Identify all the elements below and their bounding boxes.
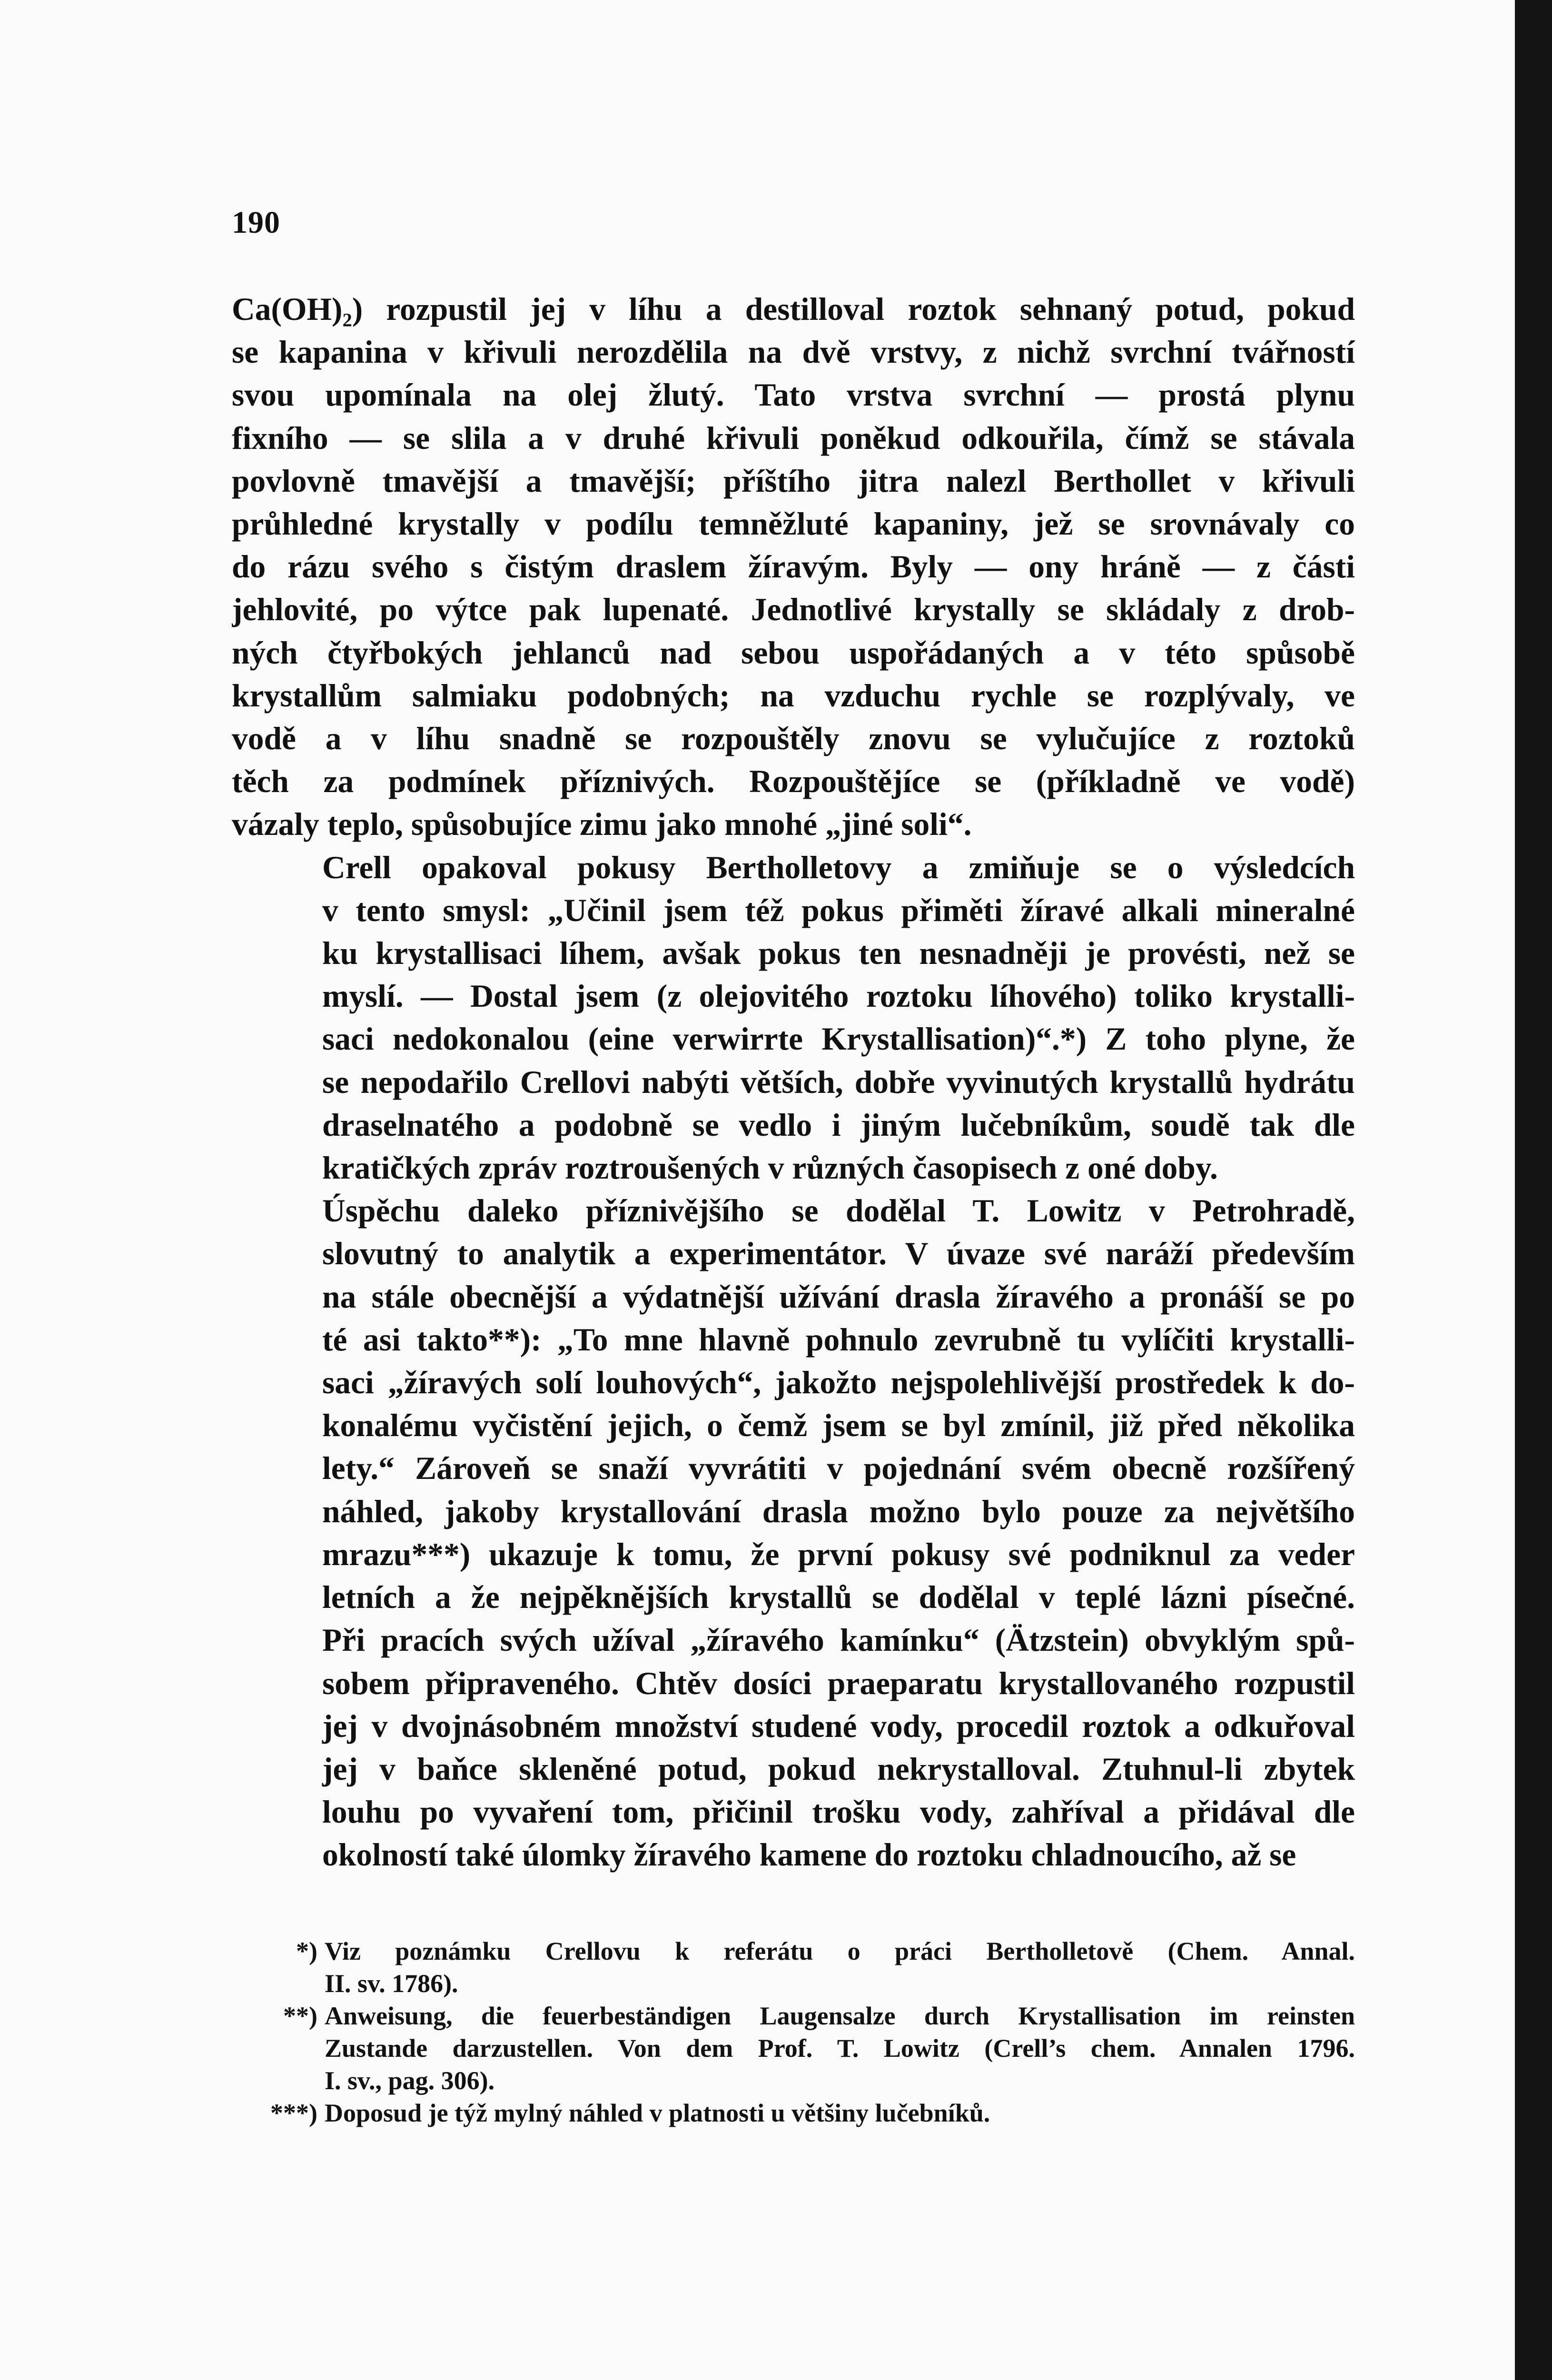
- text-line: té asi takto**): „To mne hlavně pohnulo zevrubně tu vylíčiti krystalli-: [322, 1321, 1355, 1358]
- text-line: průhledné krystally v podílu temněžluté kapaniny, jež se srovnávaly co: [232, 506, 1355, 542]
- text-line: Úspěchu daleko příznivějšího se dodělal T. Lowitz v Petrohradě,: [322, 1193, 1355, 1229]
- body-text: [232, 288, 1355, 1877]
- text-line: jehlovité, po výtce pak lupenaté. Jednotlivé krystally se skládaly z drob-: [232, 592, 1355, 628]
- text-line: náhled, jakoby krystallování drasla možno bylo pouze za největšího: [322, 1493, 1355, 1529]
- footnote-text: [325, 1935, 1355, 2000]
- text-line: na stále obecnější a výdatnější užívání drasla žíravého a pronáší se po: [322, 1279, 1355, 1315]
- footnote-mark: *): [296, 1937, 317, 1965]
- text-line: fixního — se slila a v druhé křivuli poněkud odkouřila, čímž se stávala: [232, 420, 1355, 456]
- footnote-text: [325, 2000, 1355, 2097]
- footnotes: [232, 1935, 1355, 2129]
- paragraph-2: [232, 846, 1355, 1190]
- footnote-mark: ***): [270, 2099, 317, 2127]
- footnote-1: [232, 1935, 1355, 2000]
- text-line: vodě a v líhu snadně se rozpouštěly znovu se vylučujíce z roztoků: [232, 721, 1355, 757]
- footnote-line: Doposud je týž mylný náhled v platnosti u většiny lučebníků.: [325, 2099, 990, 2127]
- text-line: jej v baňce skleněné potud, pokud nekrystalloval. Ztuhnul-li zbytek: [322, 1751, 1355, 1787]
- text-line: jej v dvojnásobném množství studené vody, procedil roztok a odkuřoval: [322, 1708, 1355, 1744]
- text-line: letních a že nejpěknějších krystallů se dodělal v teplé lázni písečné.: [322, 1579, 1355, 1616]
- footnote-text: [325, 2097, 1355, 2129]
- text-line: draselnatého a podobně se vedlo i jiným lučebníkům, soudě tak dle: [322, 1107, 1355, 1143]
- text-line: saci nedokonalou (eine verwirrte Krystallisation)“.*) Z toho plyne, že: [322, 1021, 1355, 1057]
- text-line: Při pracích svých užíval „žíravého kamínku“ (Ätzstein) obvyklým spů-: [322, 1622, 1355, 1658]
- text-line: saci „žíravých solí louhových“, jakožto nejspolehlivější prostředek k do-: [322, 1365, 1355, 1401]
- text-line: se nepodařilo Crellovi nabýti větších, dobře vyvinutých krystallů hydrátu: [322, 1064, 1355, 1100]
- text-line: kratičkých zpráv roztroušených v různých časopisech z oné doby.: [322, 1150, 1218, 1186]
- text-line: ku krystallisaci líhem, avšak pokus ten nesnadněji je provésti, než se: [322, 935, 1355, 972]
- text-line: se kapanina v křivuli nerozdělila na dvě vrstvy, z nichž svrchní tvářností: [232, 334, 1355, 370]
- text-line: v tento smysl: „Učinil jsem též pokus přiměti žíravé alkali mineralné: [322, 892, 1355, 928]
- text-line: lety.“ Zároveň se snaží vyvrátiti v pojednání svém obecně rozšířený: [322, 1450, 1355, 1487]
- text-line: povlovně tmavější a tmavější; příštího jitra nalezl Berthollet v křivuli: [232, 463, 1355, 499]
- text-line: mrazu***) ukazuje k tomu, že první pokusy své podniknul za veder: [322, 1536, 1355, 1572]
- text-line: myslí. — Dostal jsem (z olejovitého roztoku líhového) toliko krystalli-: [322, 978, 1355, 1014]
- text-line: do rázu svého s čistým draslem žíravým. Byly — ony hráně — z části: [232, 549, 1355, 585]
- text-line: ných čtyřbokých jehlanců nad sebou uspořádaných a v této spůsobě: [232, 635, 1355, 671]
- footnote-line: Anweisung, die feuerbeständigen Laugensalze durch Krystallisation im reinsten: [325, 2002, 1355, 2030]
- text-line: okolností také úlomky žíravého kamene do roztoku chladnoucího, až se: [322, 1837, 1296, 1873]
- scan-edge: [1515, 0, 1552, 2380]
- text-line: krystallům salmiaku podobných; na vzduchu rychle se rozplývaly, ve: [232, 677, 1355, 714]
- text-line: těch za podmínek příznivých. Rozpouštějíce se (příkladně ve vodě): [232, 764, 1355, 800]
- text-line: vázaly teplo, spůsobujíce zimu jako mnohé „jiné soli“.: [232, 806, 972, 843]
- text-line: konalému vyčistění jejich, o čemž jsem se byl zmínil, již před několika: [322, 1408, 1355, 1444]
- footnote-3: [232, 2097, 1355, 2129]
- footnote-2: [232, 2000, 1355, 2097]
- paragraph-3: [232, 1190, 1355, 1876]
- footnote-mark: **): [283, 2002, 317, 2030]
- text-line: slovutný to analytik a experimentátor. V úvaze své naráží především: [322, 1236, 1355, 1272]
- page-number: 190: [232, 205, 280, 240]
- text-line: louhu po vyvaření tom, přičinil trošku vody, zahříval a přidával dle: [322, 1794, 1355, 1830]
- footnote-line: Zustande darzustellen. Von dem Prof. T. Lowitz (Crell’s chem. Annalen 1796.: [325, 2034, 1355, 2063]
- text-line: sobem připraveného. Chtěv dosíci praeparatu krystallovaného rozpustil: [322, 1665, 1355, 1701]
- text-line: svou upomínala na olej žlutý. Tato vrstva svrchní — prostá plynu: [232, 377, 1355, 413]
- footnote-line: Viz poznámku Crellovu k referátu o práci Bertholletově (Chem. Annal.: [325, 1937, 1355, 1965]
- footnote-line: I. sv., pag. 306).: [325, 2066, 495, 2095]
- text-line: Ca(OH)₂) rozpustil jej v líhu a destilloval roztok sehnaný potud, pokud: [232, 291, 1355, 327]
- text-line: Crell opakoval pokusy Bertholletovy a zmiňuje se o výsledcích: [322, 849, 1355, 885]
- paragraph-1: [232, 288, 1355, 846]
- footnote-line: II. sv. 1786).: [325, 1969, 458, 1998]
